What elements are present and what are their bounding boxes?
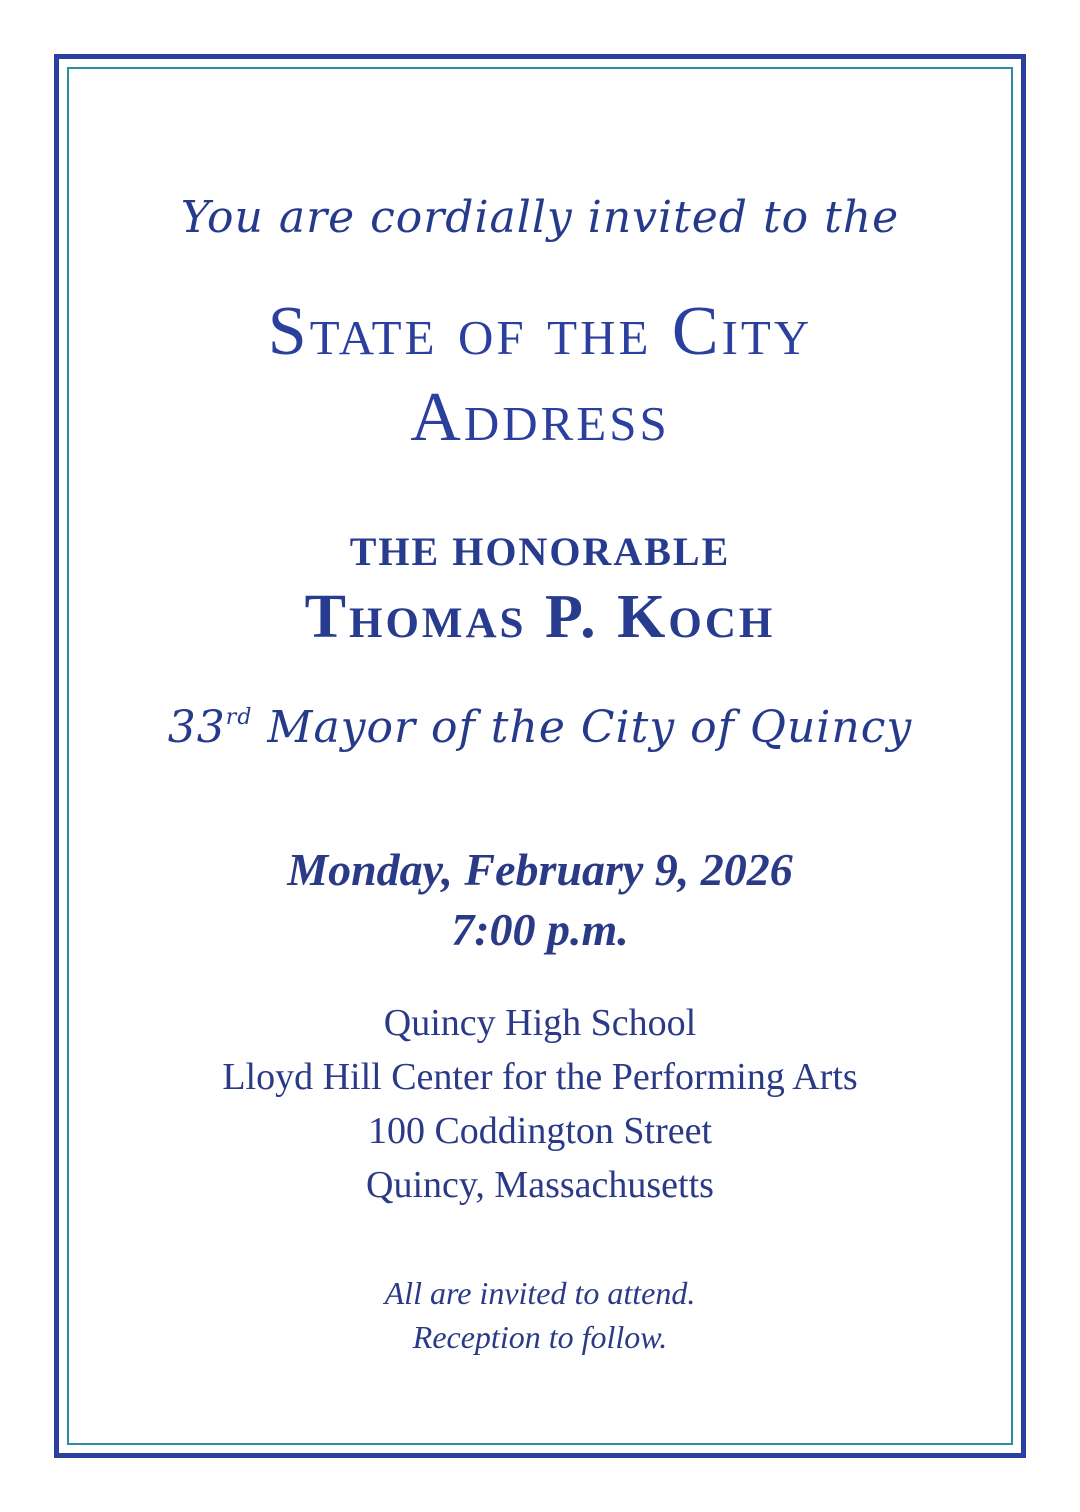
mayor-title-line (80, 702, 1000, 753)
event-time: 7:00 p.m. (451, 904, 629, 955)
invitation-card (80, 80, 1000, 1432)
venue-line: Quincy High School (383, 1002, 697, 1044)
venue-line: Lloyd Hill Center for the Performing Arts (222, 1056, 858, 1098)
honorific: THE HONORABLE (349, 529, 731, 574)
note-line: Reception to follow. (412, 1319, 668, 1355)
mayor-title: Mayor of the City of Quincy (252, 702, 913, 753)
title-line-1: State of the City (267, 293, 813, 370)
venue-line: Quincy, Massachusetts (366, 1164, 714, 1206)
mayor-name: Thomas P. Koch (304, 583, 776, 651)
title-line-2: Address (410, 379, 670, 456)
note-line: All are invited to attend. (384, 1275, 696, 1311)
mayor-number-suffix: rd (225, 705, 253, 730)
venue-line: 100 Coddington Street (367, 1110, 713, 1152)
mayor-number: 33 (167, 702, 226, 753)
event-date: Monday, February 9, 2026 (287, 844, 793, 895)
intro-line: You are cordially invited to the (180, 192, 900, 243)
